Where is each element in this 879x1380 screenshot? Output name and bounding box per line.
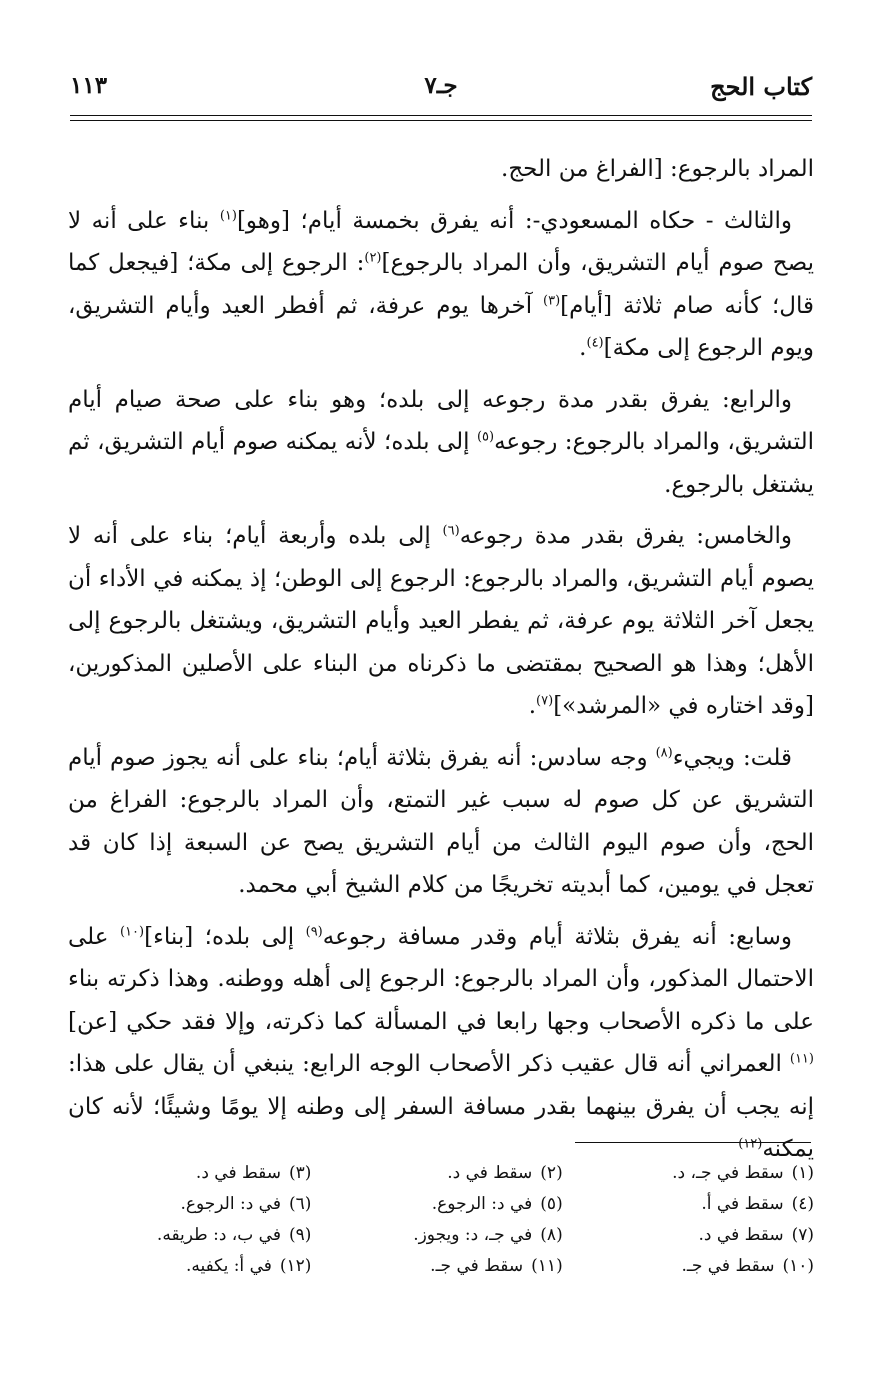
footnote-text: في أ: يكفيه. [185,1256,272,1276]
text-segment: إلى بلده؛ لأنه يمكنه صوم أيام التشريق، ثم يشتغل بالرجوع. [68,429,814,498]
text-segment: على الاحتمال المذكور، وأن المراد بالرجوع: الرجوع إلى أهله ووطنه. وهذا ذكرته بناء على ما ذكره الأصحاب وجها رابعا في المسألة كما ذكرته، وإلا فقد حكي [عن] [68,923,814,1035]
footnote-marker: (٩) [305,923,323,939]
text-segment: آخرها يوم عرفة، ثم أفطر العيد وأيام التشريق، ويوم الرجوع إلى مكة] [68,292,814,361]
footnote-marker: (٧) [536,693,554,709]
footnote-item [563,1220,814,1251]
footnote-number: (١١) [531,1256,563,1276]
text-segment: المراد بالرجوع: [الفراغ من الحج. [501,156,814,182]
text-segment: إلى بلده وأربعة أيام؛ بناء على أنه لا يصوم أيام التشريق، والمراد بالرجوع: الرجوع إلى الوطن؛ إذ يمكنه في الأداء أن يجعل آخر الثلاثة يوم عرفة، ثم يفطر العيد وأيام التشريق، ويشتغل بالرجوع إلى الأهل؛ وهذا هو الصحيح بمقتضى ما ذكرناه من البناء على الأصلين المذكورين، [وقد اختاره في «المرشد»] [68,523,814,719]
text-segment: وجه سادس: أنه يفرق بثلاثة أيام؛ بناء على أنه يجوز صوم أيام التشريق عن كل صوم له سبب غير التمتع، وأن المراد بالرجوع: الفراغ من الحج، وأن صوم اليوم الثالث من أيام التشريق يصح عن السبعة إذا كان قد تعجل في يومين، كما أبديته تخريجًا من كلام الشيخ أبي محمد. [68,744,814,898]
footnote-item [60,1220,311,1251]
footnote-marker: (١٠) [119,923,145,939]
text-segment: العمراني أنه قال عقيب ذكر الأصحاب الوجه الرابع: ينبغي أن يقال على هذا: إنه يجب أن يفرق بينهما بقدر مسافة السفر إلى وطنه إلا يومًا وشيئًا؛ لأنه كان يمكنه [68,1051,814,1162]
footnote-marker: (٥) [476,429,495,445]
footnote-text: سقط في جـ، د. [672,1163,784,1183]
footnote-number: (١) [791,1163,814,1183]
footnote-number: (١٢) [279,1256,312,1276]
footnote-item [311,1251,562,1282]
paragraph [68,916,814,1171]
running-header [70,72,812,112]
text-segment: . [579,335,587,361]
footnotes [60,1158,814,1282]
text-segment: . [528,693,537,719]
footnote-text: سقط في د. [698,1225,784,1245]
footnote-number: (١٠) [782,1256,814,1276]
footnote-text: سقط في أ. [701,1194,784,1214]
footnote-number: (٣) [288,1163,312,1183]
footnote-item [60,1251,311,1282]
paragraph [68,737,814,907]
footnote-number: (٧) [791,1225,814,1245]
footnote-item [563,1158,814,1189]
footnote-marker: (١) [219,207,237,223]
footnote-text: في د: الرجوع. [431,1194,533,1214]
footnote-number: (٨) [540,1225,563,1245]
footnote-item [563,1251,814,1282]
footnote-text: سقط في د. [195,1163,281,1183]
footnote-number: (٩) [288,1225,312,1245]
header-rule-top [70,115,812,116]
footnote-marker: (١٢) [738,1136,763,1152]
footnote-row [60,1158,814,1189]
footnote-item [311,1189,562,1220]
footnote-marker: (٦) [442,523,460,539]
footnote-separator [575,1142,811,1143]
footnote-text: في ب، د: طريقه. [156,1225,281,1245]
footnote-row [60,1220,814,1251]
footnote-marker: (٣) [543,292,561,308]
footnote-marker: (٤) [586,335,604,351]
volume-number: جـ٧ [424,72,458,99]
text-segment: قلت: ويجيء [672,744,793,771]
footnote-number: (٥) [540,1194,563,1214]
text-segment: : الرجوع إلى مكة؛ [فيجعل كما قال؛ كأنه صام ثلاثة [أيام] [68,250,814,319]
footnote-row [60,1251,814,1282]
footnote-item [563,1189,814,1220]
footnote-item [60,1189,311,1220]
header-rule-bottom [70,120,812,121]
footnote-item [60,1158,311,1189]
text-segment: بناء على أنه لا يصح صوم أيام التشريق، وأن المراد بالرجوع] [68,207,814,276]
footnote-number: (٦) [288,1194,312,1214]
text-segment: إلى بلده؛ [بناء] [144,923,306,950]
footnote-row [60,1189,814,1220]
footnote-item [311,1220,562,1251]
footnote-text: سقط في جـ. [430,1256,524,1276]
main-text [68,148,814,1180]
text-segment: وسابع: أنه يفرق بثلاثة أيام وقدر مسافة رجوعه [322,923,792,950]
footnote-text: سقط في د. [447,1163,533,1183]
footnote-marker: (٨) [655,744,673,760]
footnote-marker: (٢) [364,250,382,266]
paragraph [68,200,814,370]
paragraph [68,148,814,191]
footnote-text: في د: الرجوع. [180,1194,281,1214]
text-segment: والرابع: يفرق بقدر مدة رجوعه إلى بلده؛ وهو بناء على صحة صيام أيام التشريق، والمراد بالرجوع: رجوعه [68,386,814,455]
book-title: كتاب الحج [710,72,812,101]
paragraph [68,379,814,507]
text-segment: والخامس: يفرق بقدر مدة رجوعه [459,523,792,549]
footnote-marker: (١١) [789,1051,814,1067]
footnote-text: سقط في جـ. [681,1256,775,1276]
footnote-number: (٢) [540,1163,563,1183]
footnote-text: في جـ، د: ويجوز. [413,1225,533,1245]
text-segment: والثالث - حكاه المسعودي-: أنه يفرق بخمسة أيام؛ [وهو] [236,207,792,234]
footnote-item [311,1158,562,1189]
footnote-number: (٤) [791,1194,814,1214]
paragraph [68,515,814,728]
page-number: ١١٣ [70,72,108,99]
